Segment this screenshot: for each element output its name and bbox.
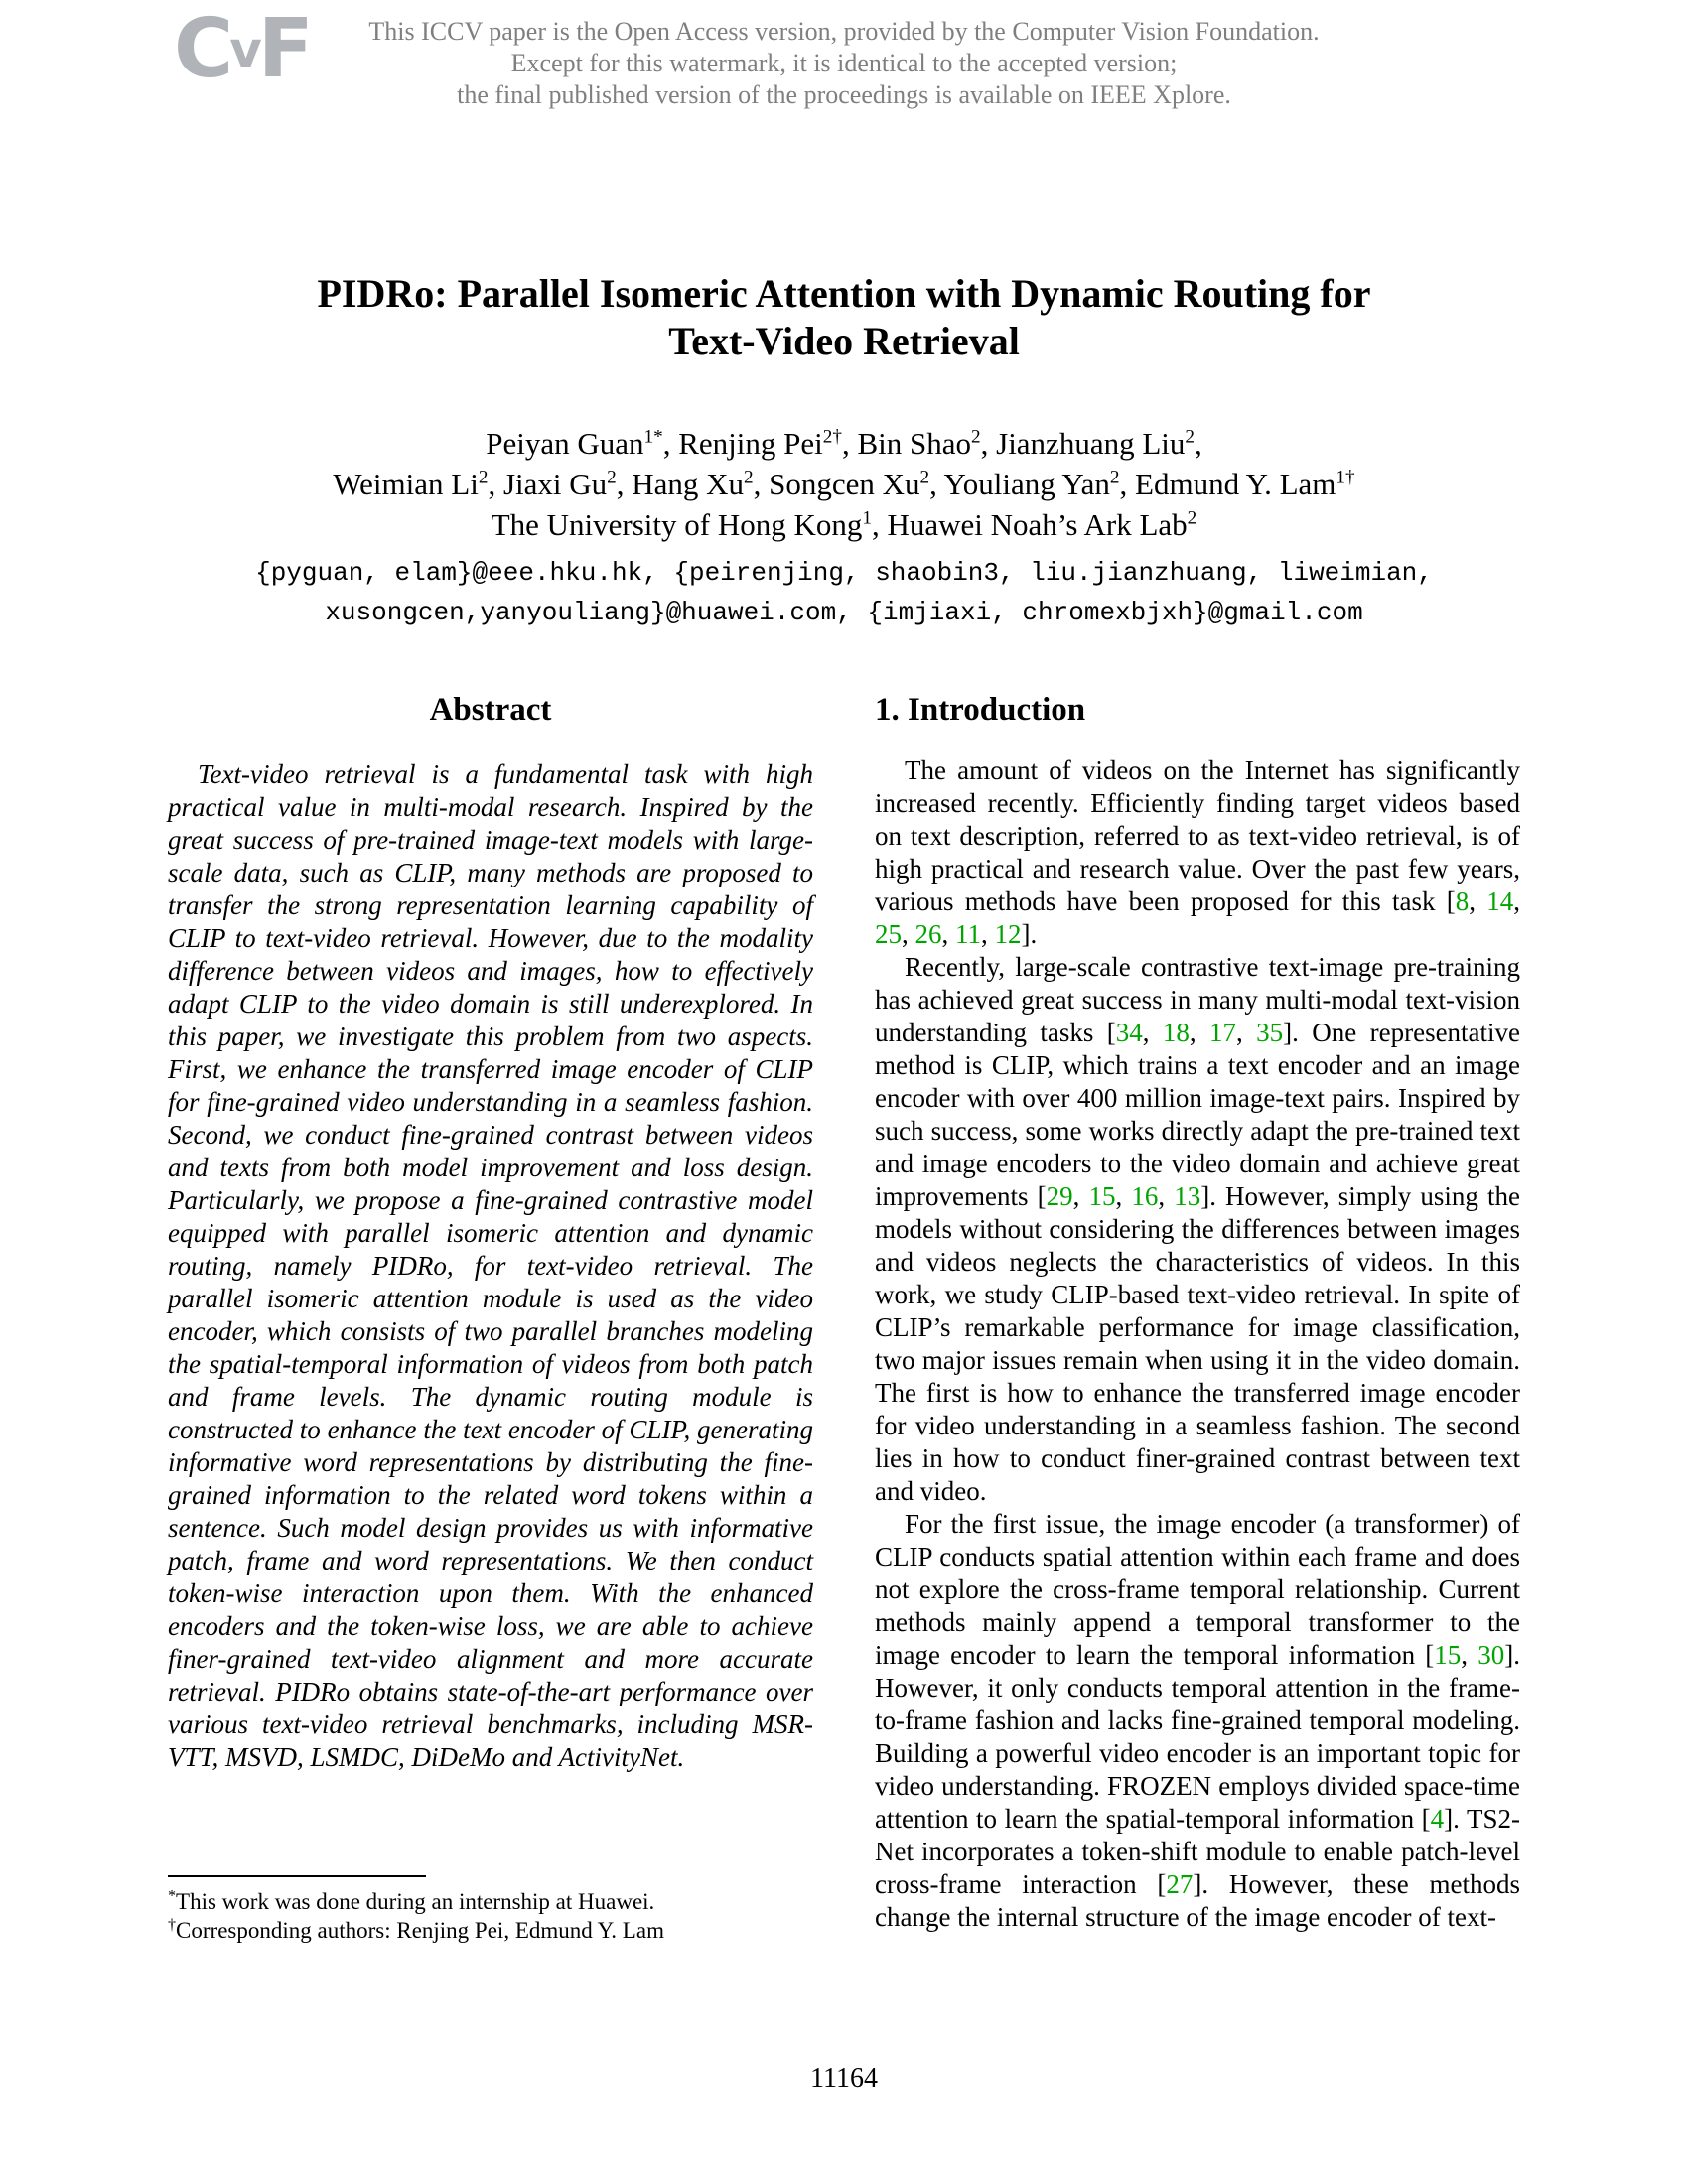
superscript-marker: 2 [607, 467, 617, 488]
text-run: Corresponding authors: Renjing Pei, Edmund Y. Lam [176, 1918, 664, 1943]
text-run: ]. One representative method is CLIP, which trains a text encoder and an image encoder with over 400 million image-text pairs. Inspired by such success, some works directly adapt the pre-trained text and image encoders to the video domain and achieve great improvements [ [875, 1018, 1521, 1211]
citation-link[interactable]: 26 [914, 919, 942, 949]
text-run: ]. TS2-Net incorporates a token-shift module to enable patch-level cross-frame interaction [ [875, 1804, 1520, 1899]
paper-title-line-2: Text-Video Retrieval [668, 319, 1020, 363]
paper-title [0, 270, 1688, 365]
affiliation-line [0, 504, 1688, 545]
footnote-corresponding-authors [168, 1916, 813, 1945]
intro-paragraph-3 [875, 1508, 1520, 1934]
text-run: , [1513, 887, 1521, 916]
citation-link[interactable]: 18 [1162, 1018, 1190, 1047]
email-line-2: xusongcen,yanyouliang}@huawei.com, {imjiaxi, chromexbjxh}@gmail.com [325, 598, 1363, 627]
citation-link[interactable]: 17 [1209, 1018, 1236, 1047]
superscript-marker: 1† [1336, 467, 1355, 488]
intro-paragraph-2 [875, 951, 1520, 1508]
text-run: ]. [1021, 919, 1038, 949]
introduction-heading: 1. Introduction [875, 692, 1086, 728]
citation-link[interactable]: 29 [1046, 1181, 1073, 1211]
abstract-paragraph: Text-video retrieval is a fundamental task with high practical value in multi-modal research. Inspired by the great success of pre-trained image-text models with large-scale data, such as CLIP, many methods are proposed to transfer the strong representation learning capability of CLIP to text-video retrieval. However, due to the modality difference between videos and images, how to effectively adapt CLIP to the video domain is still underexplored. In this paper, we investigate this problem from two aspects. First, we enhance the transferred image encoder of CLIP for fine-grained video understanding in a seamless fashion. Second, we conduct fine-grained contrast between videos and texts from both model improvement and loss design. Particularly, we propose a fine-grained contrastive model equipped with parallel isomeric attention and dynamic routing, namely PIDRo, for text-video retrieval. The parallel isomeric attention module is used as the video encoder, which consists of two parallel branches modeling the spatial-temporal information of videos from both patch and frame levels. The dynamic routing module is constructed to enhance the text encoder of CLIP, generating informative word representations by distributing the fine-grained information to the related word tokens within a sentence. Such model design provides us with informative patch, frame and word representations. We then conduct token-wise interaction upon them. With the enhanced encoders and the token-wise loss, we are able to achieve finer-grained text-video alignment and more accurate retrieval. PIDRo obtains state-of-the-art performance over various text-video retrieval benchmarks, including MSR-VTT, MSVD, LSMDC, DiDeMo and ActivityNet. [168, 759, 813, 1772]
text-run: , [1189, 1018, 1209, 1047]
text-run: , Bin Shao [841, 426, 972, 461]
text-run: ]. However, simply using the models without considering the differences between images and videos neglects the characteristics of videos. In this work, we study CLIP-based text-video retrieval. In spite of CLIP’s remarkable performance for image classification, two major issues remain when using it in the video domain. The first is how to enhance the transferred image encoder for video understanding in a seamless fashion. The second lies in how to conduct finer-grained contrast between text and video. [875, 1181, 1521, 1506]
author-line-2 [0, 464, 1688, 504]
text-run: , [1469, 887, 1487, 916]
text-run: , [902, 919, 915, 949]
superscript-marker: 2 [1109, 467, 1120, 488]
superscript-marker: 1 [862, 507, 872, 529]
text-run: , [1115, 1181, 1132, 1211]
text-run: , Edmund Y. Lam [1119, 467, 1336, 501]
text-run: , Huawei Noah’s Ark Lab [871, 507, 1188, 542]
superscript-marker: * [168, 1887, 177, 1905]
superscript-marker: 2 [971, 426, 981, 448]
superscript-marker: 2† [822, 426, 842, 448]
text-run: , [941, 919, 955, 949]
superscript-marker: 1* [643, 426, 663, 448]
text-run: , Youliang Yan [929, 467, 1110, 501]
text-run: Weimian Li [333, 467, 479, 501]
text-run: , Songcen Xu [753, 467, 920, 501]
citation-link[interactable]: 25 [875, 919, 902, 949]
watermark-line-1: This ICCV paper is the Open Access version, provided by the Computer Vision Foundation. [368, 17, 1320, 46]
text-run: , [981, 919, 995, 949]
watermark-line-2: Except for this watermark, it is identical to the accepted version; [510, 49, 1178, 77]
citation-link[interactable]: 12 [994, 919, 1022, 949]
cvf-logo-letter-v: v [229, 21, 258, 78]
text-run: , [1195, 426, 1202, 461]
cvf-logo-letter-c: C [174, 2, 230, 96]
citation-link[interactable]: 15 [1088, 1181, 1116, 1211]
left-column [168, 692, 813, 1945]
text-run: , [1236, 1018, 1257, 1047]
text-run: This work was done during an internship at Huawei. [176, 1889, 655, 1914]
cvf-logo-letter-f: F [257, 2, 310, 96]
footnote-rule [168, 1875, 426, 1877]
citation-link[interactable]: 8 [1455, 887, 1470, 916]
emails-block [0, 553, 1688, 632]
citation-link[interactable]: 13 [1174, 1181, 1201, 1211]
page-number: 11164 [810, 2063, 878, 2094]
citation-link[interactable]: 27 [1166, 1869, 1194, 1899]
citation-link[interactable]: 16 [1131, 1181, 1159, 1211]
text-run: The University of Hong Kong [491, 507, 863, 542]
text-run: , [1461, 1640, 1478, 1670]
citation-link[interactable]: 15 [1434, 1640, 1462, 1670]
citation-link[interactable]: 34 [1115, 1018, 1143, 1047]
text-run: ]. However, it only conducts temporal attention in the frame-to-frame fashion and lacks fine-grained temporal modeling. Building a powerful video encoder is an important topic for video understanding. FROZEN employs divided space-time attention to learn the spatial-temporal information [ [875, 1640, 1520, 1834]
text-run: Recently, large-scale contrastive text-image pre-training has achieved great success in many multi-modal text-vision understanding tasks [ [875, 952, 1520, 1047]
superscript-marker: 2 [478, 467, 489, 488]
cvf-logo [174, 2, 310, 96]
email-line-1: {pyguan, elam}@eee.hku.hk, {peirenjing, shaobin3, liu.jianzhuang, liweimian, [255, 558, 1433, 588]
right-column [875, 692, 1520, 1934]
text-run: , Jianzhuang Liu [980, 426, 1186, 461]
author-line-1 [0, 423, 1688, 464]
superscript-marker: 2 [744, 467, 754, 488]
text-run: Peiyan Guan [486, 426, 644, 461]
abstract-heading: Abstract [429, 692, 552, 728]
intro-paragraph-1 [875, 754, 1520, 951]
citation-link[interactable]: 4 [1430, 1804, 1445, 1834]
text-run: , [1072, 1181, 1089, 1211]
citation-link[interactable]: 35 [1256, 1018, 1284, 1047]
paper-title-line-1: PIDRo: Parallel Isomeric Attention with Dynamic Routing for [317, 271, 1371, 316]
text-run: ]. However, these methods change the internal structure of the image encoder of text- [875, 1869, 1520, 1932]
superscript-marker: † [168, 1916, 177, 1934]
text-run: , [1158, 1181, 1175, 1211]
two-column-body [168, 692, 1520, 1945]
citation-link[interactable]: 11 [955, 919, 981, 949]
footnote-internship [168, 1887, 813, 1916]
text-run: , Hang Xu [616, 467, 745, 501]
citation-link[interactable]: 14 [1486, 887, 1514, 916]
superscript-marker: 2 [919, 467, 930, 488]
superscript-marker: 2 [1185, 426, 1195, 448]
citation-link[interactable]: 30 [1477, 1640, 1505, 1670]
text-run: , Renjing Pei [662, 426, 823, 461]
text-run: , [1142, 1018, 1163, 1047]
text-run: , Jiaxi Gu [488, 467, 608, 501]
text-run: The amount of videos on the Internet has significantly increased recently. Efficiently finding target videos based on text description, referred to as text-video retrieval, is of high practical and research value. Over the past few years, various methods have been proposed for this task [ [875, 755, 1520, 916]
footnote-block [168, 1875, 813, 1945]
text-run: For the first issue, the image encoder (a transformer) of CLIP conducts spatial attention within each frame and does not explore the cross-frame temporal relationship. Current methods mainly append a temporal transformer to the image encoder to learn the temporal information [ [875, 1509, 1520, 1670]
authors-block [0, 423, 1688, 545]
superscript-marker: 2 [1187, 507, 1197, 529]
watermark-line-3: the final published version of the proceedings is available on IEEE Xplore. [457, 80, 1231, 109]
